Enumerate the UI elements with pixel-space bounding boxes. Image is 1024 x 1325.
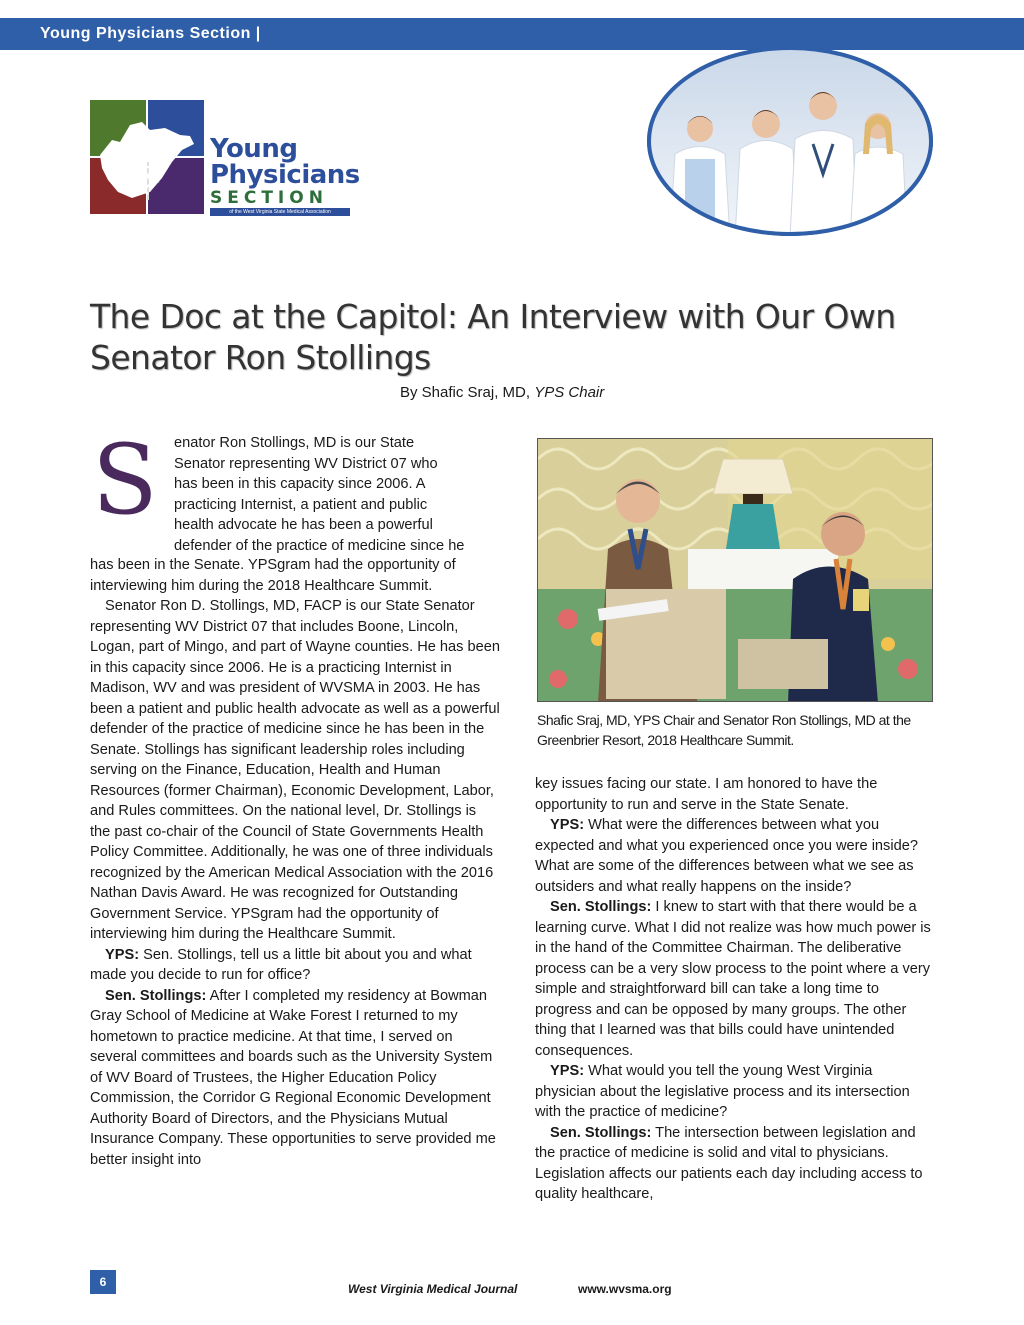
drop-cap: S — [92, 424, 158, 536]
logo-text-section: SECTION — [210, 188, 328, 208]
paragraph-text: has been in the Senate. YPSgram had the opportunity of interviewing him during the 2018 Healthcare Summit. — [90, 557, 456, 594]
paragraph-text: What were the differences between what you expected and what you experienced once you were inside? What are some of the differences between what we see as outsiders and what really happens on the inside? — [535, 817, 918, 895]
yps-logo — [90, 100, 360, 218]
left-column — [90, 555, 500, 1170]
speaker-label: Sen. Stollings: — [105, 987, 207, 1004]
wv-state-shape-icon — [90, 100, 206, 216]
speaker-label: Sen. Stollings: — [550, 899, 652, 915]
byline-author: By Shafic Sraj, MD, — [400, 384, 531, 401]
body-paragraph — [90, 596, 500, 945]
paragraph-text: After I completed my residency at Bowman Gray School of Medicine at Wake Forest I returned to my hometown to practice medicine. At that time, I served on several committees and boards such as the University System of WV Board of Trustees, the Higher Education Policy Commission, the Corridor G Regional Economic Development Authority Board of Directors, and the Physicians Mutual Insurance Company. These opportunities to serve provided me better insight into — [90, 987, 496, 1168]
lead-line: health advocate he has been a powerful — [174, 517, 433, 533]
speaker-label: YPS: — [550, 1063, 585, 1079]
footer-url[interactable]: www.wvsma.org — [578, 1282, 672, 1296]
qa-paragraph — [535, 1061, 935, 1123]
page-number: 6 — [90, 1270, 116, 1294]
lead-line: has been in this capacity since 2006. A — [174, 476, 426, 492]
byline-role: YPS Chair — [534, 384, 605, 401]
paragraph-text: I knew to start with that there would be a learning curve. What I did not realize was how much power is in the hand of the Committee Chairman. The deliberative process can be a very slow process to the point where a very simple and straightforward bill can take a long time to progress and can be opposed by many groups. The other thing that I learned was that bills could have unintended consequences. — [535, 899, 931, 1059]
interview-photo — [537, 438, 933, 702]
paragraph-text: Senator Ron D. Stollings, MD, FACP is our State Senator representing WV District 07 that includes Boone, Lincoln, Logan, part of Mingo, and part of Wayne counties. He has been in this capacity since 2006. He is a practicing Internist in Madison, WV and was president of WVSMA in 2003. He has been a patient and public health advocate as well as a powerful defender of the practice of medicine since he has been in the Senate. Stollings has significant leadership roles including serving on the Finance, Education, Health and Human Resources (former Chairman), Economic Development, Labor, and Rules committees. On the national level, Dr. Stollings is the past co-chair of the Council of State Governments Health Policy Committee. Additionally, he was one of three individuals recognized by the American Medical Association with the 2016 Nathan Davis Award. He was recognized for Outstanding Government Service. YPSgram had the opportunity of interviewing him during the Healthcare Summit. — [90, 598, 500, 942]
logo-text-subtitle: of the West Virginia State Medical Association — [210, 208, 350, 216]
article-title: The Doc at the Capitol: An Interview with Our Own Senator Ron Stollings — [90, 297, 896, 377]
speaker-label: Sen. Stollings: — [550, 1124, 652, 1141]
paragraph-text: key issues facing our state. I am honored to have the opportunity to run and serve in the State Senate. — [535, 776, 878, 813]
qa-paragraph — [90, 986, 500, 1171]
paragraph-text: What would you tell the young West Virginia physician about the legislative process and its intersection with the practice of medicine? — [535, 1063, 910, 1120]
lead-line: defender of the practice of medicine since he — [174, 537, 465, 554]
lead-line: Senator representing WV District 07 who — [174, 455, 438, 472]
body-paragraph — [535, 774, 935, 815]
logo-text-young: Young — [210, 134, 298, 164]
photo-caption: Shafic Sraj, MD, YPS Chair and Senator Ron Stollings, MD at the Greenbrier Resort, 2018 Healthcare Summit. — [537, 712, 911, 748]
qa-paragraph — [90, 945, 500, 986]
section-label: Young Physicians Section | — [40, 25, 261, 42]
interview-photo-image — [538, 439, 933, 702]
lead-line: practicing Internist, a patient and public — [174, 496, 428, 513]
article-byline — [400, 384, 604, 401]
right-column — [535, 774, 935, 1205]
paragraph-text: Sen. Stollings, tell us a little bit about you and what made you decide to run for office? — [90, 946, 472, 983]
paragraph-text: The intersection between legislation and the practice of medicine is solid and vital to physicians. Legislation affects our patients each day including access to quality healthcare, — [535, 1124, 923, 1202]
lead-line: enator Ron Stollings, MD is our State — [174, 435, 415, 451]
speaker-label: YPS: — [550, 817, 585, 833]
qa-paragraph — [535, 815, 935, 897]
qa-paragraph — [535, 1123, 935, 1205]
qa-paragraph — [535, 897, 935, 1061]
body-paragraph — [90, 555, 500, 596]
footer-journal-name: West Virginia Medical Journal — [348, 1282, 518, 1296]
physicians-group-photo — [645, 44, 935, 238]
logo-text-physicians: Physicians — [210, 160, 360, 190]
speaker-label: YPS: — [105, 946, 140, 963]
